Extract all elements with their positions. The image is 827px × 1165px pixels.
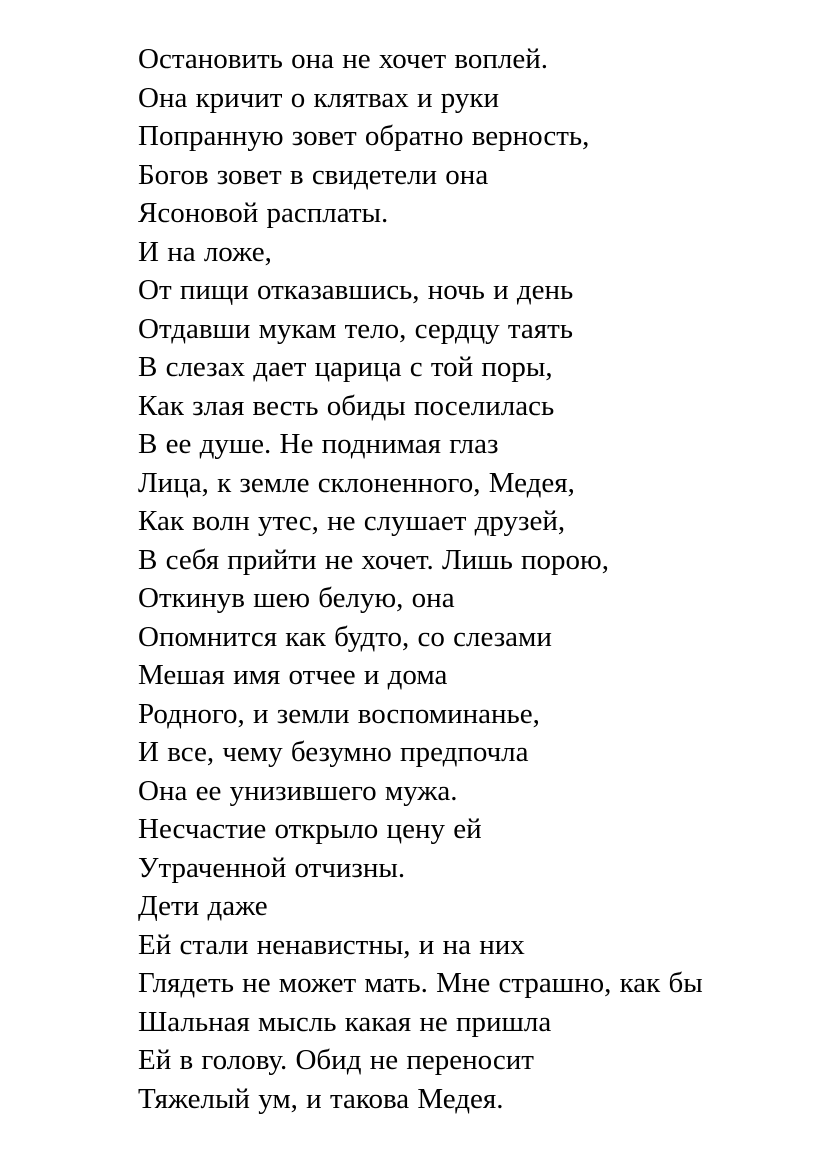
poem-line: И на ложе,	[138, 235, 272, 268]
poem-line: Родного, и земли воспоминанье,	[138, 697, 540, 730]
poem-line: Богов зовет в свидетели она	[138, 158, 489, 191]
poem-line: Остановить она не хочет воплей.	[138, 43, 549, 75]
poem-line: Глядеть не может мать. Мне страшно, как бы	[138, 967, 703, 999]
poem-line: Как волн утес, не слушает друзей,	[138, 505, 566, 537]
poem-line: Шальная мысль какая не пришла	[138, 1005, 552, 1038]
poem-line: Опомнится как будто, со слезами	[138, 620, 552, 653]
poem-line: Тяжелый ум, и такова Медея.	[138, 1082, 504, 1115]
poem-line: Она ее унизившего мужа.	[138, 774, 458, 807]
poem-line: Откинув шею белую, она	[138, 582, 455, 614]
poem-line: И все, чему безумно предпочла	[138, 736, 529, 768]
poem-line: Лица, к земле склоненного, Медея,	[138, 466, 575, 499]
poem-line: Ей стали ненавистны, и на них	[138, 928, 525, 961]
poem-line: Мешая имя отчее и дома	[138, 659, 448, 691]
poem-line: В ее душе. Не поднимая глаз	[138, 428, 499, 460]
poem-line: От пищи отказавшись, ночь и день	[138, 274, 574, 306]
poem-line: Как злая весть обиды поселилась	[138, 389, 555, 422]
poem-text	[138, 40, 703, 1118]
poem-line: Отдавши мукам тело, сердцу таять	[138, 312, 574, 345]
poem-line: Дети даже	[138, 890, 268, 922]
poem-line: Ей в голову. Обид не переносит	[138, 1044, 534, 1076]
poem-line: Несчастие открыло цену ей	[138, 813, 482, 845]
poem-line: В слезах дает царица с той поры,	[138, 351, 553, 383]
poem-line: В себя прийти не хочет. Лишь порою,	[138, 543, 609, 576]
poem-line: Она кричит о клятвах и руки	[138, 81, 499, 114]
poem-line: Утраченной отчизны.	[138, 851, 406, 884]
poem-line: Ясоновой расплаты.	[138, 197, 389, 229]
poem-line: Попранную зовет обратно верность,	[138, 120, 590, 152]
